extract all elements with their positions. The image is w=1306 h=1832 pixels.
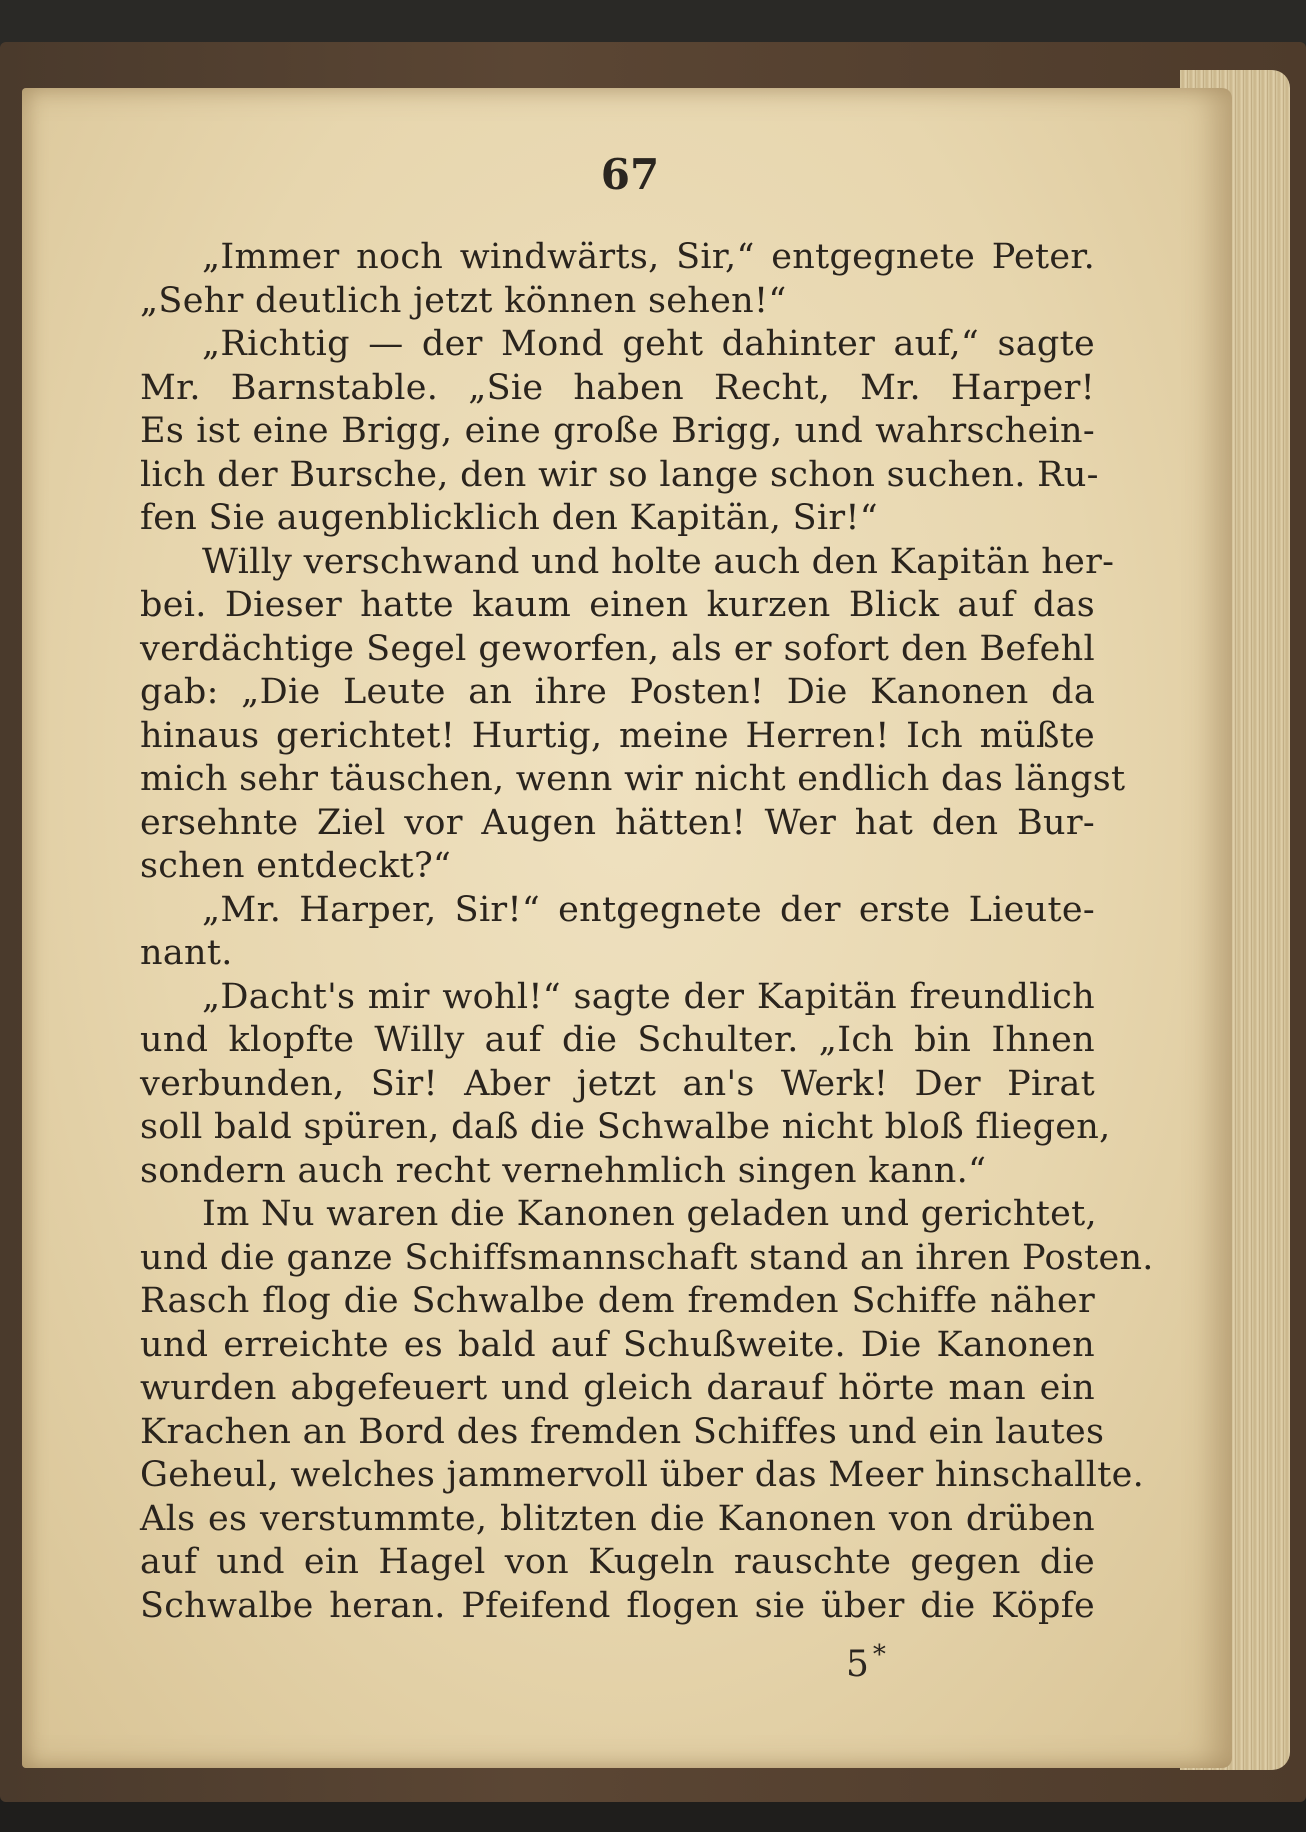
text-line: und die ganze Schiffsmannschaft stand an ihren Posten. [140,1237,1154,1278]
text-line: Geheul, welches jammervoll über das Meer hinschallte. [140,1455,1145,1495]
body-text [140,236,1154,1628]
text-line: „Mr. Harper, Sir!“ entgegnete der erste Lieute- [202,889,1095,930]
text-line: bei. Dieser hatte kaum einen kurzen Blick auf das [140,585,1095,625]
text-line: hinaus gerichtet! Hurtig, meine Herren! Ich müßte [140,715,1095,756]
text-line: verbunden, Sir! Aber jetzt an's Werk! Der Pirat [140,1063,1095,1104]
text-line: schen entdeckt?“ [140,846,452,886]
text-line: nant. [140,933,233,973]
text-line: ersehnte Ziel vor Augen hätten! Wer hat den Bur- [140,802,1095,843]
text-line: Mr. Barnstable. „Sie haben Recht, Mr. Harper! [140,367,1095,408]
text-line: lich der Bursche, den wir so lange schon suchen. Ru- [140,454,1099,495]
text-line: „Immer noch windwärts, Sir,“ entgegnete Peter. [202,237,1095,277]
text-line: gab: „Die Leute an ihre Posten! Die Kanonen da [140,672,1095,712]
signature-number: 5 [846,1644,869,1685]
text-line: verdächtige Segel geworfen, als er sofort den Befehl [140,628,1095,669]
text-line: Rasch flog die Schwalbe dem fremden Schiffe näher [140,1281,1095,1321]
text-line: „Sehr deutlich jetzt können sehen!“ [140,280,787,321]
text-line: Als es verstummte, blitzten die Kanonen von drüben [140,1498,1095,1539]
signature-star: * [872,1640,886,1670]
text-line: sondern auch recht vernehmlich singen kann.“ [140,1150,987,1191]
text-line: und klopfte Willy auf die Schulter. „Ich bin Ihnen [140,1020,1095,1060]
text-line: mich sehr täuschen, wenn wir nicht endlich das längst [140,759,1126,799]
text-line: „Dacht's mir wohl!“ sagte der Kapitän freundlich [202,976,1095,1017]
text-line: wurden abgefeuert und gleich darauf hörte man ein [140,1368,1095,1408]
text-line: Willy verschwand und holte auch den Kapitän her- [202,541,1115,582]
text-line: fen Sie augenblicklich den Kapitän, Sir!“ [140,498,878,538]
text-line: Im Nu waren die Kanonen geladen und gerichtet, [202,1194,1097,1234]
text-line: und erreichte es bald auf Schußweite. Die Kanonen [140,1324,1095,1365]
signature-mark [846,1640,886,1685]
text-line: „Richtig — der Mond geht dahinter auf,“ sagte [202,324,1095,364]
page-number: 67 [600,150,660,199]
text-line: Schwalbe heran. Pfeifend flogen sie über die Köpfe [140,1585,1095,1626]
text-line: auf und ein Hagel von Kugeln rauschte gegen die [140,1542,1095,1582]
text-line: Es ist eine Brigg, eine große Brigg, und wahrschein- [140,411,1095,451]
text-line: soll bald spüren, daß die Schwalbe nicht bloß fliegen, [140,1107,1111,1147]
text-line: Krachen an Bord des fremden Schiffes und ein lautes [140,1411,1105,1452]
